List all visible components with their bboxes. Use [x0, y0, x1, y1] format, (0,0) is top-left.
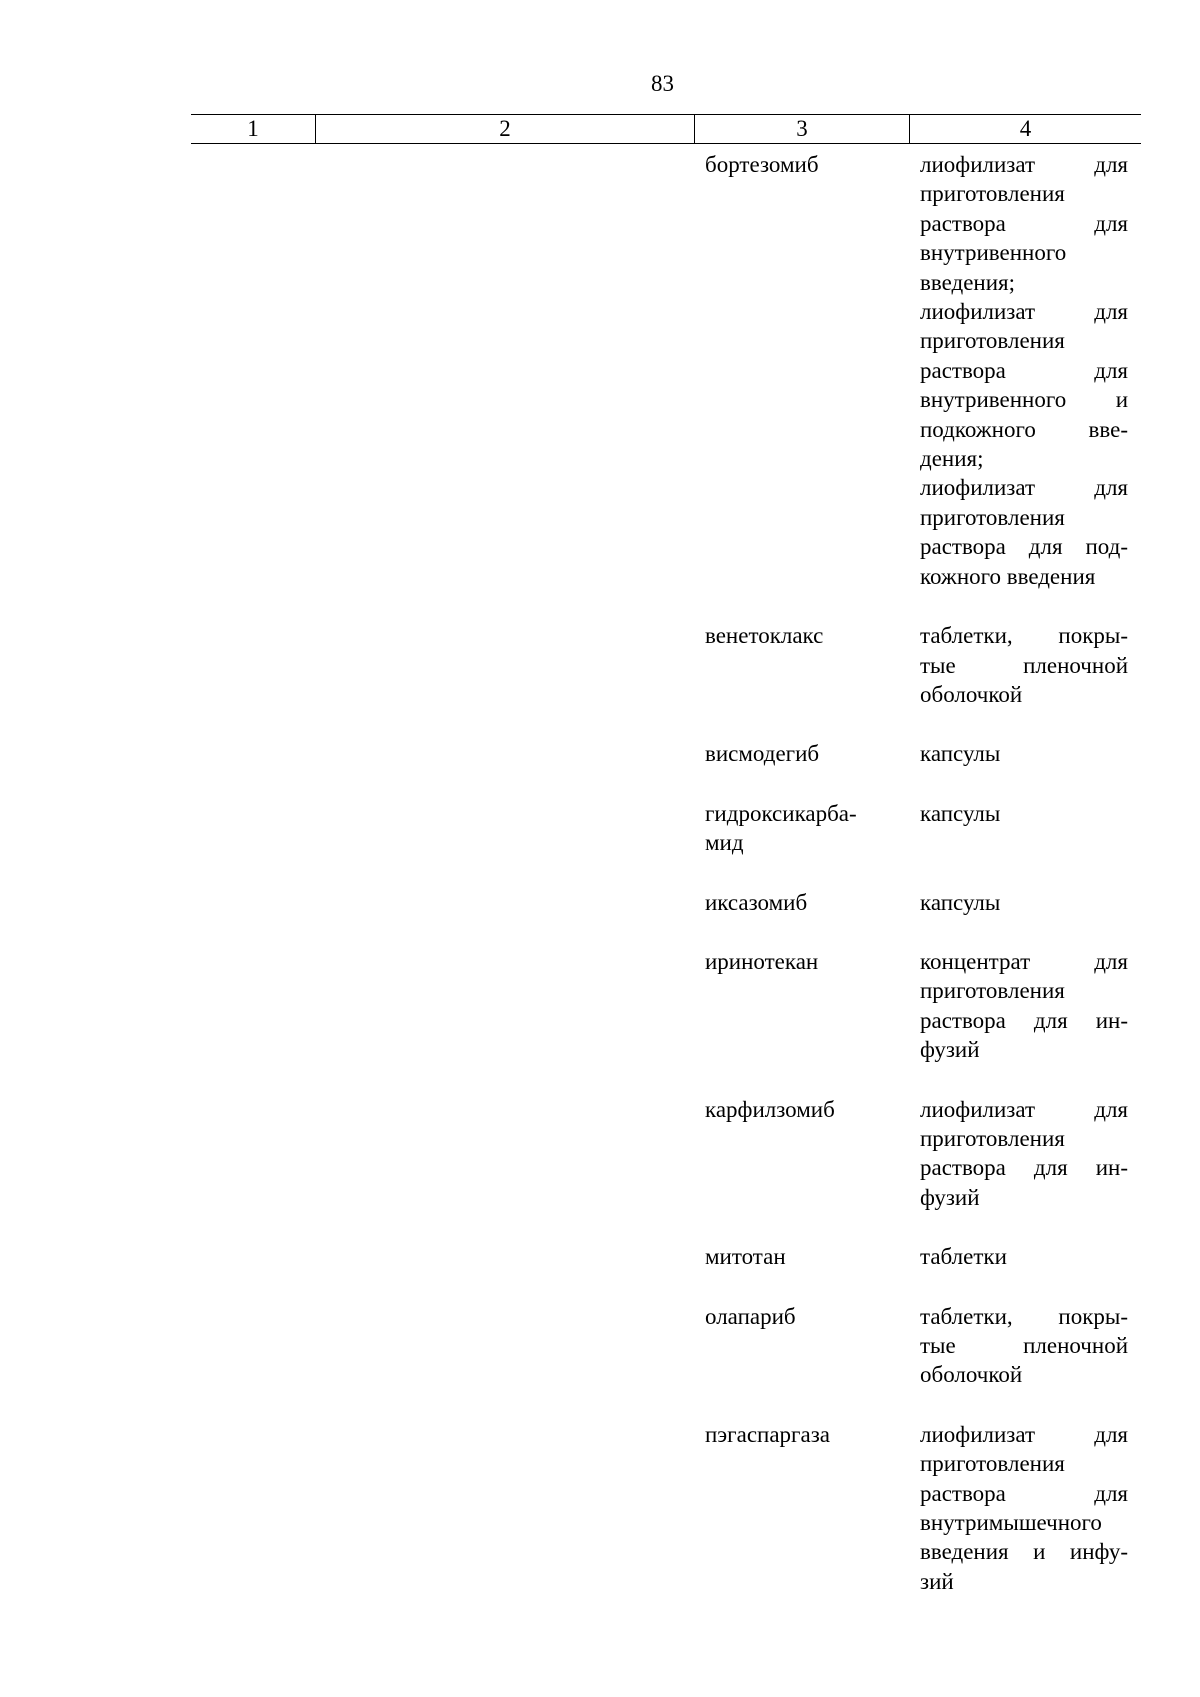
dosage-form [920, 1095, 1128, 1213]
dosage-form-line: дения; [920, 446, 984, 472]
dosage-form-line: приготовления [920, 1451, 1065, 1477]
drug-name [705, 1420, 910, 1596]
dosage-form [920, 1242, 1128, 1271]
dosage-form-line: зий [920, 1568, 954, 1594]
dosage-form-line: таблетки, покры- [920, 1303, 1128, 1329]
dosage-form-line: приготовления [920, 504, 1065, 530]
dosage-form-line: введения; [920, 269, 1015, 295]
dosage-form-line: таблетки [920, 1244, 1007, 1270]
dosage-form [920, 947, 1128, 1065]
dosage-form [920, 888, 1128, 917]
drug-name [705, 947, 910, 1065]
dosage-form-line: таблетки, покры- [920, 623, 1128, 649]
drug-name-line: венетоклакс [705, 623, 824, 649]
dosage-form-line: лиофилизат для [920, 475, 1128, 501]
drug-name-line: митотан [705, 1244, 786, 1270]
table-row [0, 621, 1200, 709]
dosage-form-line: приготовления [920, 1125, 1065, 1151]
header-col-3: 3 [694, 115, 909, 143]
dosage-form-line: внутривенного и [920, 387, 1128, 413]
table-row [0, 150, 1200, 591]
page-number: 83 [651, 71, 674, 96]
drug-name-line: пэгаспаргаза [705, 1421, 830, 1447]
table-row [0, 888, 1200, 917]
dosage-form-line: внутримышечного [920, 1510, 1102, 1536]
table-row [0, 1095, 1200, 1213]
dosage-form-line: приготовления [920, 181, 1065, 207]
table-row [0, 1242, 1200, 1271]
dosage-form-line: подкожного вве- [920, 416, 1128, 442]
dosage-form-line: лиофилизат для [920, 152, 1128, 177]
dosage-form-line: приготовления [920, 328, 1065, 354]
dosage-form-line: лиофилизат для [920, 1096, 1128, 1122]
drug-name-line: мид [705, 830, 744, 856]
dosage-form [920, 150, 1128, 591]
header-col-4: 4 [909, 115, 1141, 143]
dosage-form-line: раствора для [920, 357, 1128, 383]
drug-name [705, 1302, 910, 1390]
dosage-form-line: фузий [920, 1037, 980, 1063]
drug-name [705, 1242, 910, 1271]
dosage-form-line: кожного введения [920, 563, 1096, 589]
drug-name [705, 799, 910, 858]
dosage-form [920, 799, 1128, 858]
table-row [0, 739, 1200, 768]
dosage-form-line: раствора для под- [920, 534, 1128, 560]
drug-name-line: иринотекан [705, 948, 819, 974]
drug-name [705, 739, 910, 768]
table-body [0, 150, 1200, 1626]
dosage-form-line: приготовления [920, 978, 1065, 1004]
dosage-form-line: тые пленочной [920, 1333, 1128, 1358]
dosage-form-line: раствора для ин- [920, 1007, 1128, 1033]
table-header [191, 114, 1141, 144]
table-row [0, 799, 1200, 858]
drug-name-line: иксазомиб [705, 889, 808, 915]
dosage-form [920, 621, 1128, 709]
dosage-form-line: оболочкой [920, 1362, 1023, 1388]
dosage-form-line: оболочкой [920, 681, 1023, 707]
dosage-form-line: лиофилизат для [920, 299, 1128, 325]
dosage-form-line: раствора для [920, 210, 1128, 236]
dosage-form [920, 1302, 1128, 1390]
header-col-1: 1 [247, 116, 259, 141]
table-row [0, 1302, 1200, 1390]
drug-name [705, 621, 910, 709]
drug-name [705, 1095, 910, 1213]
table-row [0, 947, 1200, 1065]
dosage-form [920, 1420, 1128, 1596]
dosage-form-line: капсулы [920, 741, 1001, 767]
drug-name-line: карфилзомиб [705, 1096, 835, 1122]
dosage-form-line: внутривенного [920, 240, 1067, 266]
table-row [0, 1420, 1200, 1596]
dosage-form-line: раствора для [920, 1480, 1128, 1506]
dosage-form [920, 739, 1128, 768]
dosage-form-line: лиофилизат для [920, 1421, 1128, 1447]
dosage-form-line: введения и инфу- [920, 1539, 1128, 1565]
dosage-form-line: капсулы [920, 800, 1001, 826]
dosage-form-line: капсулы [920, 889, 1001, 915]
drug-name [705, 150, 910, 591]
drug-name-line: олапариб [705, 1303, 796, 1329]
header-col-2: 2 [315, 115, 694, 143]
drug-name [705, 888, 910, 917]
dosage-form-line: раствора для ин- [920, 1155, 1128, 1181]
dosage-form-line: тые пленочной [920, 652, 1128, 678]
dosage-form-line: концентрат для [920, 948, 1128, 974]
dosage-form-line: фузий [920, 1184, 980, 1210]
drug-name-line: бортезомиб [705, 152, 819, 177]
drug-name-line: гидроксикарба- [705, 800, 857, 826]
drug-name-line: висмодегиб [705, 741, 820, 767]
